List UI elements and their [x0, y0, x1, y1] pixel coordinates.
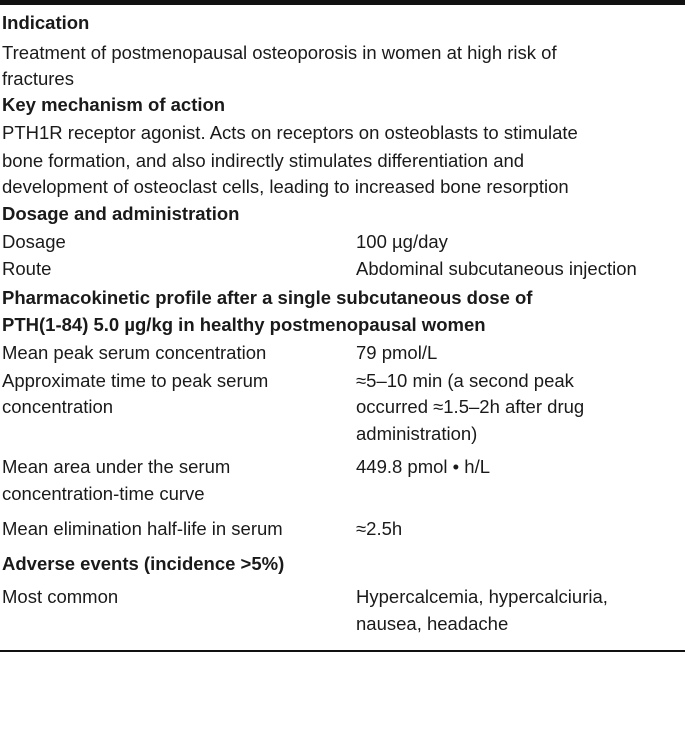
table-bottom-rule	[0, 650, 685, 652]
section-heading-adverse: Adverse events (incidence >5%)	[2, 553, 285, 574]
section-heading-indication: Indication	[2, 12, 90, 33]
row-label: Mean area under the serum	[2, 456, 231, 477]
row-label: Mean peak serum concentration	[2, 342, 267, 363]
indication-text: fractures	[2, 68, 74, 89]
row-value: ≈2.5h	[356, 518, 403, 539]
mechanism-text: development of osteoclast cells, leading to increased bone resorption	[2, 176, 569, 197]
mechanism-text: bone formation, and also indirectly stimulates differentiation and	[2, 150, 525, 171]
row-label: Most common	[2, 586, 119, 607]
section-heading-pk: Pharmacokinetic profile after a single subcutaneous dose of	[2, 287, 533, 308]
row-value: 79 pmol/L	[356, 342, 438, 363]
indication-text: Treatment of postmenopausal osteoporosis in women at high risk of	[2, 42, 557, 63]
row-value: Hypercalcemia, hypercalciuria,	[356, 586, 608, 607]
row-value: ≈5–10 min (a second peak	[356, 370, 574, 391]
row-label: Route	[2, 258, 52, 279]
section-heading-dosage: Dosage and administration	[2, 203, 240, 224]
section-heading-mechanism: Key mechanism of action	[2, 94, 226, 115]
row-value: 100 µg/day	[356, 231, 448, 252]
row-label: Mean elimination half-life in serum	[2, 518, 283, 539]
row-value: occurred ≈1.5–2h after drug	[356, 396, 585, 417]
section-heading-pk: PTH(1-84) 5.0 µg/kg in healthy postmenopausal women	[2, 314, 486, 335]
row-value: Abdominal subcutaneous injection	[356, 258, 637, 279]
row-value: 449.8 pmol • h/L	[356, 456, 491, 477]
table-top-rule	[0, 0, 685, 5]
row-value: administration)	[356, 423, 478, 444]
row-label: concentration-time curve	[2, 483, 205, 504]
row-label: concentration	[2, 396, 114, 417]
mechanism-text: PTH1R receptor agonist. Acts on receptors on osteoblasts to stimulate	[2, 122, 578, 143]
row-label: Approximate time to peak serum	[2, 370, 269, 391]
row-value: nausea, headache	[356, 613, 509, 634]
row-label: Dosage	[2, 231, 66, 252]
